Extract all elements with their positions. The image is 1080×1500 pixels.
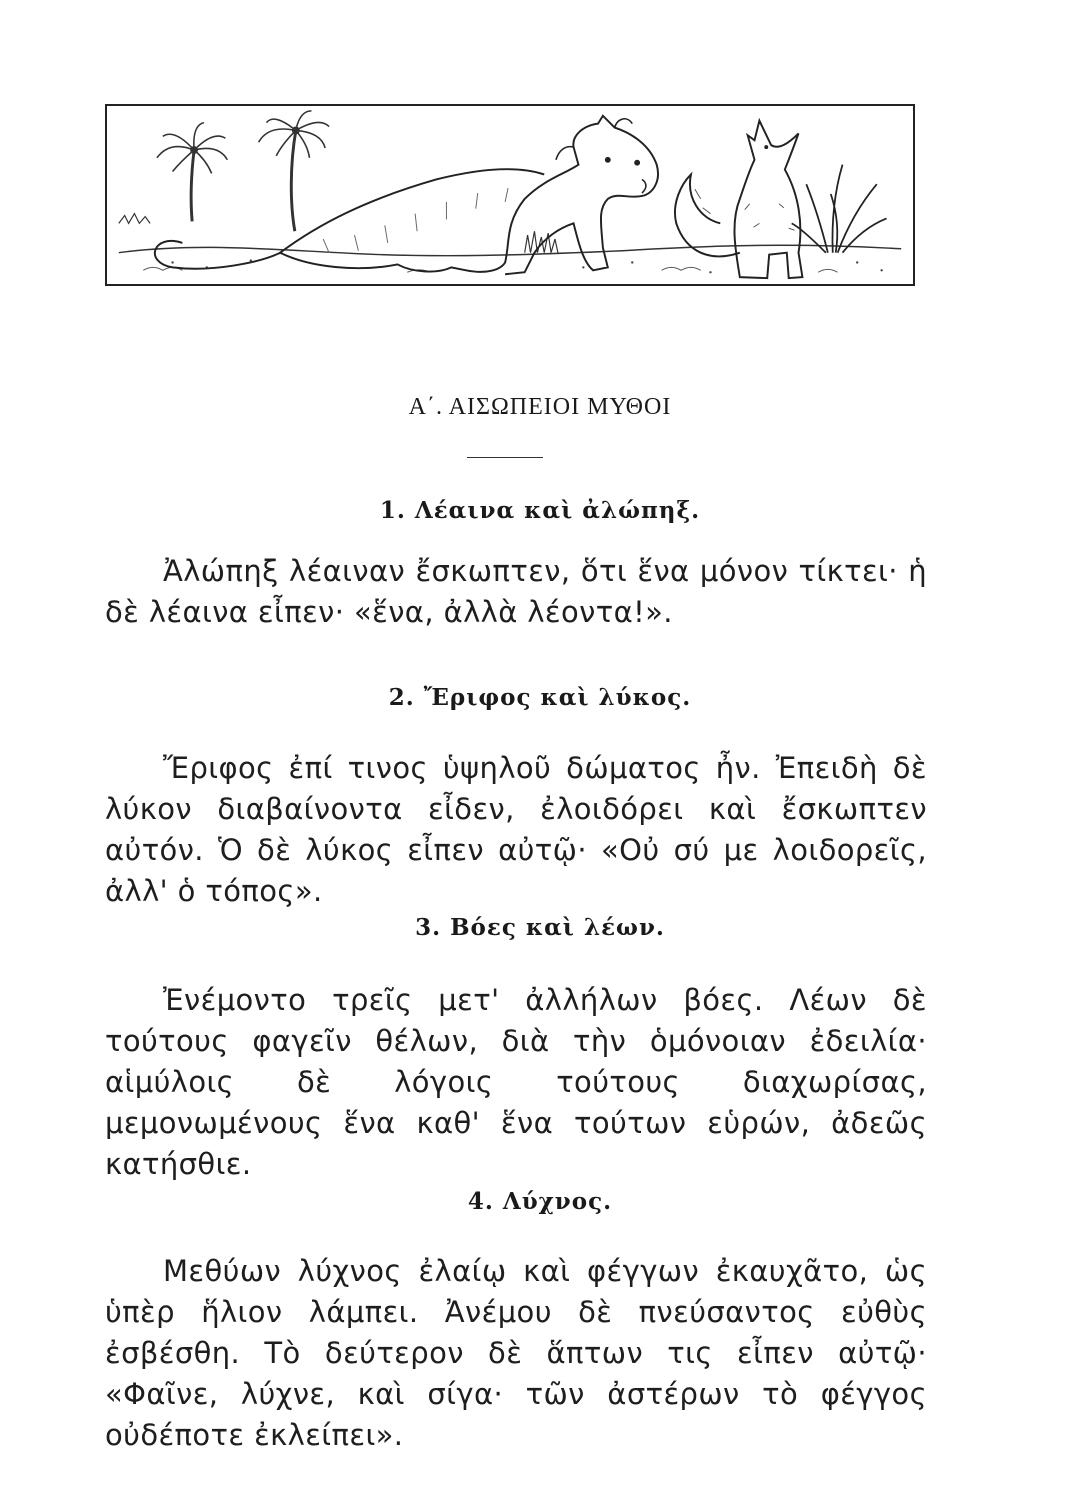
fable-title: 4. Λύχνος.	[467, 1188, 613, 1215]
illustration-banner	[105, 104, 915, 286]
lioness-and-fox-illustration	[107, 106, 913, 284]
fable-text: Ἔριφος ἐπί τινος ὑψηλοῦ δώματος ἦν. Ἐπειδὴ δὲ λύκον διαβαίνοντα εἶδεν, ἐλοιδόρει καὶ ἔσκωπτεν αὐτόν. Ὁ δὲ λύκος εἶπεν αὐτῷ· «Οὐ σύ με λοιδορεῖς, ἀλλ' ὁ τόπος».	[105, 751, 927, 908]
fable-text: Ἐνέμοντο τρεῖς μετ' ἀλλήλων βόες. Λέων δὲ τούτους φαγεῖν θέλων, διὰ τὴν ὁμόνοιαν ἐδειλία· αἱμύλοις δὲ λόγοις τούτους διαχωρίσας, μεμονωμένους ἕνα καθ' ἕνα τούτων εὑρών, ἀδεῶς κατήσθιε.	[105, 983, 927, 1181]
fable-title: 3. Βόες καὶ λέων.	[415, 914, 665, 941]
fable-text: Μεθύων λύχνος ἐλαίῳ καὶ φέγγων ἐκαυχᾶτο, ὡς ὑπὲρ ἥλιον λάμπει. Ἀνέμου δὲ πνεύσαντος εὐθὺς ἐσβέσθη. Τὸ δεύτερον δὲ ἅπτων τις εἶπεν αὐτῷ· «Φαῖνε, λύχνε, καὶ σίγα· τῶν ἀστέρων τὸ φέγγος οὐδέποτε ἐκλείπει».	[105, 1254, 927, 1452]
section-title: Α΄. ΑΙΣΩΠΕΙΟΙ ΜΥΘΟΙ	[408, 394, 672, 420]
fable-title: 2. Ἔριφος καὶ λύκος.	[388, 684, 692, 711]
fable-text: Ἀλώπηξ λέαιναν ἔσκωπτεν, ὅτι ἕνα μόνον τίκτει· ἡ δὲ λέαινα εἶπεν· «ἕνα, ἀλλὰ λέοντα!».	[105, 554, 927, 629]
title-divider	[467, 457, 543, 458]
fable-title: 1. Λέαινα καὶ ἀλώπηξ.	[379, 497, 701, 524]
